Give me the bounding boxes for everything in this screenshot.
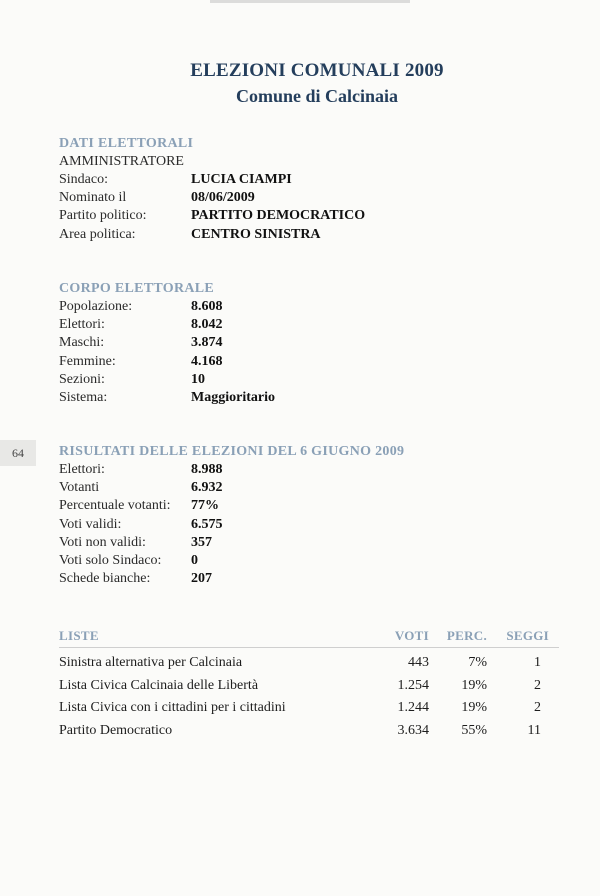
- row-value: 0: [191, 552, 198, 568]
- row-value: 357: [191, 534, 212, 550]
- data-row: [59, 298, 275, 316]
- row-value: 77%: [191, 498, 219, 514]
- page-title: ELEZIONI COMUNALI 2009: [190, 60, 444, 81]
- data-row: [59, 371, 275, 389]
- cell-seggi: 2: [534, 677, 541, 693]
- cell-voti: 1.244: [397, 700, 429, 715]
- cell-perc: 19%: [461, 700, 487, 715]
- section-dati-elettorali: [59, 135, 365, 244]
- data-row: [59, 479, 404, 497]
- row-value: 8.988: [191, 462, 223, 477]
- section-heading: DATI ELETTORALI: [59, 136, 194, 151]
- cell-name: Lista Civica Calcinaia delle Libertà: [59, 677, 259, 693]
- data-row: [59, 534, 404, 552]
- cell-perc: 7%: [468, 655, 487, 670]
- row-value: 8.608: [191, 299, 223, 314]
- row-value: PARTITO DEMOCRATICO: [191, 208, 366, 224]
- row-label: Elettori:: [59, 317, 105, 333]
- data-row: [59, 497, 404, 515]
- table-row: [59, 697, 559, 720]
- data-row: [59, 389, 275, 407]
- row-label: Femmine:: [59, 353, 116, 369]
- row-label: Area politica:: [59, 226, 136, 242]
- data-row: [59, 226, 365, 244]
- data-row: [59, 334, 275, 352]
- data-row: [59, 189, 365, 207]
- cell-voti: 443: [408, 655, 429, 670]
- scan-artifact: [210, 0, 410, 3]
- row-value: 8.042: [191, 317, 223, 333]
- liste-table: [59, 625, 559, 742]
- data-row: [59, 570, 404, 588]
- table-row: [59, 720, 559, 743]
- data-row: [59, 353, 275, 371]
- data-row: [59, 207, 365, 225]
- row-label: Voti validi:: [59, 516, 122, 532]
- data-row: [59, 516, 404, 534]
- cell-perc: 55%: [461, 722, 487, 738]
- page-number: 64: [0, 440, 36, 466]
- row-label: Percentuale votanti:: [59, 498, 171, 514]
- row-value: 6.932: [191, 480, 223, 496]
- row-value: CENTRO SINISTRA: [191, 226, 321, 242]
- section-heading: CORPO ELETTORALE: [59, 281, 215, 296]
- row-value: LUCIA CIAMPI: [191, 172, 292, 187]
- section-corpo-elettorale: [59, 280, 275, 407]
- row-value: 6.575: [191, 516, 223, 532]
- section-heading: RISULTATI DELLE ELEZIONI DEL 6 GIUGNO 2009: [59, 444, 405, 459]
- header-liste: LISTE: [59, 628, 99, 643]
- data-row: [59, 552, 404, 570]
- row-label: Votanti: [59, 480, 100, 496]
- page-subtitle: Comune di Calcinaia: [235, 86, 399, 106]
- row-value: Maggioritario: [191, 389, 275, 405]
- section-risultati: [59, 443, 404, 588]
- data-row: [59, 461, 404, 479]
- row-value: 207: [191, 571, 212, 587]
- cell-voti: 3.634: [397, 722, 429, 738]
- cell-voti: 1.254: [397, 677, 429, 693]
- row-label: Sindaco:: [59, 172, 108, 187]
- cell-name: Lista Civica con i cittadini per i cittadini: [59, 700, 286, 715]
- row-value: 10: [191, 371, 205, 387]
- row-label: Schede bianche:: [59, 571, 151, 587]
- row-label: Voti non validi:: [59, 534, 146, 550]
- table-row: [59, 652, 559, 675]
- section-subheading: AMMINISTRATORE: [59, 154, 184, 169]
- header-voti: VOTI: [394, 628, 429, 643]
- data-row: [59, 171, 365, 189]
- row-label: Voti solo Sindaco:: [59, 552, 162, 568]
- cell-name: Partito Democratico: [59, 722, 173, 738]
- cell-name: Sinistra alternativa per Calcinaia: [59, 655, 243, 670]
- data-row: [59, 316, 275, 334]
- header-perc: PERC.: [446, 628, 487, 643]
- row-label: Elettori:: [59, 462, 105, 477]
- row-value: 4.168: [191, 353, 223, 369]
- table-row: [59, 675, 559, 698]
- cell-perc: 19%: [461, 677, 487, 693]
- table-header: [59, 625, 559, 648]
- cell-seggi: 11: [527, 722, 541, 738]
- row-value: 08/06/2009: [191, 190, 255, 206]
- header-seggi: SEGGI: [506, 628, 549, 643]
- row-label: Nominato il: [59, 190, 127, 206]
- row-value: 3.874: [191, 335, 223, 351]
- cell-seggi: 1: [534, 655, 541, 670]
- cell-seggi: 2: [534, 700, 541, 715]
- row-label: Sistema:: [59, 389, 108, 405]
- row-label: Sezioni:: [59, 371, 105, 387]
- row-label: Popolazione:: [59, 299, 133, 314]
- row-label: Maschi:: [59, 335, 105, 351]
- row-label: Partito politico:: [59, 208, 147, 224]
